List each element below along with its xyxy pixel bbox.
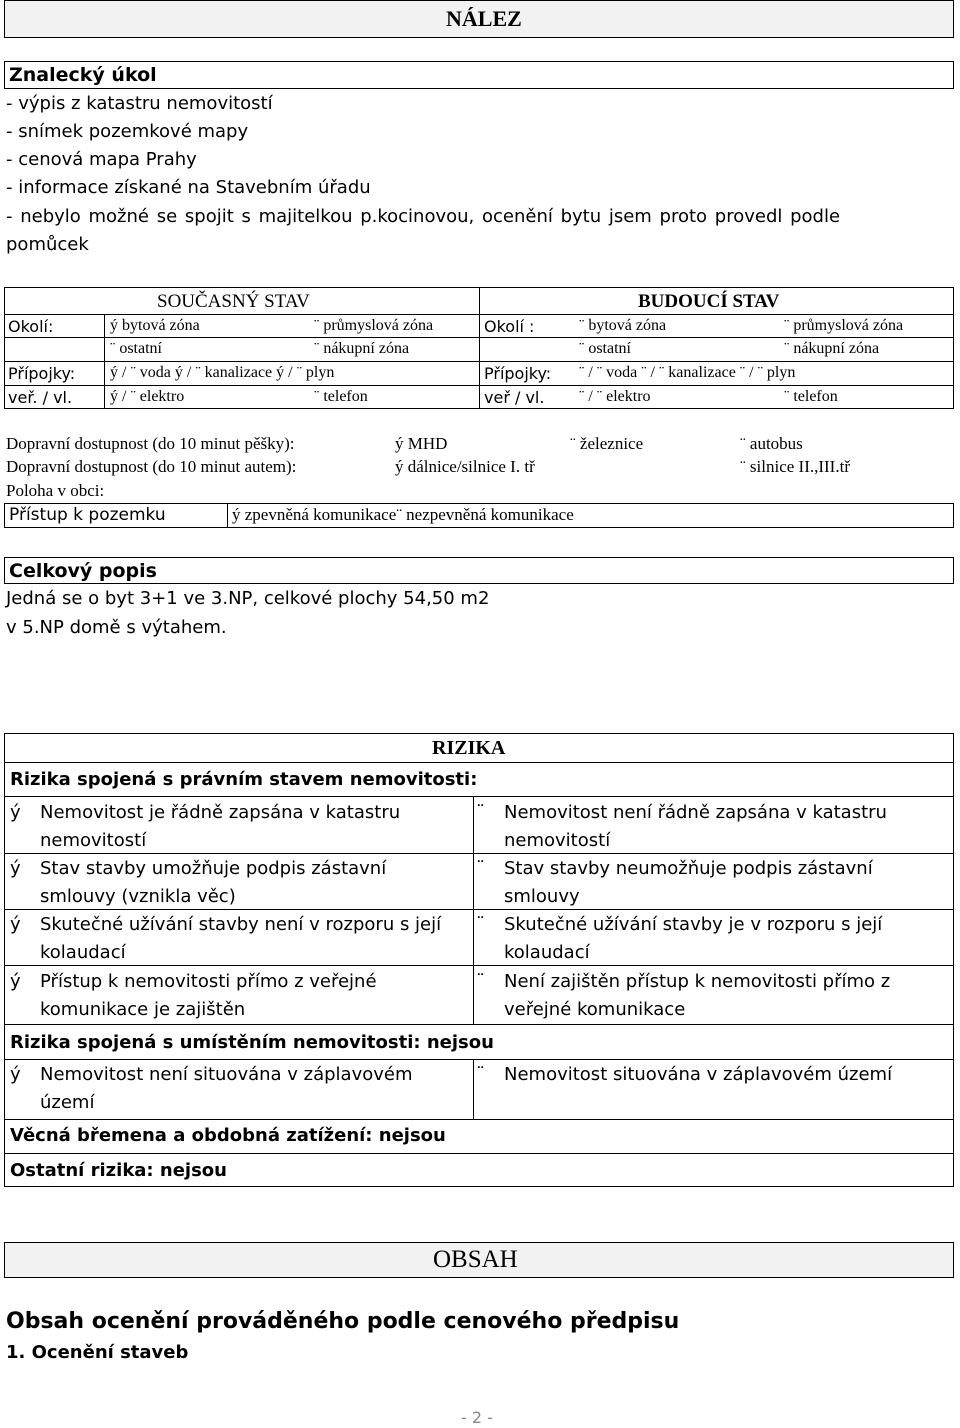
popis-heading: Celkový popis bbox=[9, 560, 157, 582]
risk-right-mark: ¨ bbox=[476, 858, 485, 879]
current-state-title: SOUČASNÝ STAV bbox=[157, 291, 310, 312]
future-elektro: ¨ / ¨ elektro bbox=[579, 388, 651, 405]
risk-left-line: Skutečné užívání stavby není v rozporu s její bbox=[40, 914, 442, 935]
current-okoli-prumyslova: ¨ průmyslová zóna bbox=[314, 317, 434, 334]
rizika-pravni-heading: Rizika spojená s právním stavem nemovitosti: bbox=[10, 769, 478, 790]
current-pripojky-values: ý / ¨ voda ý / ¨ kanalizace ý / ¨ plyn bbox=[110, 364, 335, 381]
page-number: - 2 - bbox=[461, 1408, 493, 1427]
current-okoli-bytova: ý bytová zóna bbox=[110, 317, 200, 334]
ukol-line: pomůcek bbox=[6, 234, 89, 255]
risk-left-line: Nemovitost je řádně zapsána v katastru bbox=[40, 802, 401, 823]
doprava-pesky-label: Dopravní dostupnost (do 10 minut pěšky): bbox=[6, 434, 295, 453]
risk-left-line: Stav stavby umožňuje podpis zástavní bbox=[40, 858, 387, 879]
doprava-zeleznice: ¨ železnice bbox=[570, 434, 644, 453]
rizika-ostatni: Ostatní rizika: nejsou bbox=[10, 1160, 227, 1181]
pristup-value: ý zpevněná komunikace¨ nezpevněná komunikace bbox=[232, 505, 574, 524]
risk-left-mark: ý bbox=[10, 802, 21, 823]
risk-left-line: kolaudací bbox=[40, 942, 126, 963]
risk-right-line: smlouvy bbox=[504, 886, 580, 907]
current-okoli-nakupni: ¨ nákupní zóna bbox=[314, 340, 410, 357]
risk-right-mark: ¨ bbox=[476, 914, 485, 935]
risk-right-mark: ¨ bbox=[476, 802, 485, 823]
current-okoli-ostatni: ¨ ostatní bbox=[110, 340, 162, 357]
risk-left-mark: ý bbox=[10, 914, 21, 935]
umisteni-left-mark: ý bbox=[10, 1064, 21, 1085]
risk-left-mark: ý bbox=[10, 858, 21, 879]
risk-right-line: veřejné komunikace bbox=[504, 999, 686, 1020]
poloha-label: Poloha v obci: bbox=[6, 481, 105, 500]
popis-line: v 5.NP domě s výtahem. bbox=[6, 617, 227, 638]
doprava-autobus: ¨ autobus bbox=[740, 434, 803, 453]
doprava-autem-label: Dopravní dostupnost (do 10 minut autem): bbox=[6, 457, 297, 476]
current-elektro: ý / ¨ elektro bbox=[110, 388, 185, 405]
znalecky-ukol-heading: Znalecký úkol bbox=[9, 64, 157, 86]
current-telefon: ¨ telefon bbox=[314, 388, 368, 405]
rizika-bremena: Věcná břemena a obdobná zatížení: nejsou bbox=[10, 1125, 446, 1146]
doprava-dalnice: ý dálnice/silnice I. tř bbox=[395, 457, 535, 476]
risk-right-mark: ¨ bbox=[476, 971, 485, 992]
obsah-title: OBSAH bbox=[433, 1246, 518, 1273]
future-pripojky-values: ¨ / ¨ voda ¨ / ¨ kanalizace ¨ / ¨ plyn bbox=[579, 364, 796, 381]
doprava-silnice: ¨ silnice II.,III.tř bbox=[740, 457, 850, 476]
risk-left-mark: ý bbox=[10, 971, 21, 992]
ukol-line: - informace získané na Stavebním úřadu bbox=[6, 177, 371, 198]
risk-right-line: Není zajištěn přístup k nemovitosti přímo z bbox=[504, 971, 891, 992]
risk-right-line: kolaudací bbox=[504, 942, 590, 963]
future-okoli-bytova: ¨ bytová zóna bbox=[579, 317, 667, 334]
risk-left-line: smlouvy (vznikla věc) bbox=[40, 886, 236, 907]
ukol-line: - výpis z katastru nemovitostí bbox=[6, 93, 273, 114]
risk-left-line: Přístup k nemovitosti přímo z veřejné bbox=[40, 971, 377, 992]
risk-left-line: nemovitostí bbox=[40, 830, 147, 851]
ukol-line: - snímek pozemkové mapy bbox=[6, 121, 249, 142]
future-okoli-prumyslova: ¨ průmyslová zóna bbox=[784, 317, 904, 334]
rizika-title: RIZIKA bbox=[432, 737, 506, 759]
current-pripojky-label: Přípojky: bbox=[8, 364, 76, 383]
pristup-label: Přístup k pozemku bbox=[9, 505, 166, 525]
risk-right-line: Stav stavby neumožňuje podpis zástavní bbox=[504, 858, 873, 879]
ukol-line: - cenová mapa Prahy bbox=[6, 149, 197, 170]
current-ver-label: veř. / vl. bbox=[8, 388, 73, 407]
future-okoli-ostatni: ¨ ostatní bbox=[579, 340, 631, 357]
obsah-item: 1. Ocenění staveb bbox=[6, 1342, 189, 1363]
popis-line: Jedná se o byt 3+1 ve 3.NP, celkové plochy 54,50 m2 bbox=[6, 588, 490, 609]
risk-right-line: nemovitostí bbox=[504, 830, 611, 851]
risk-right-line: Nemovitost není řádně zapsána v katastru bbox=[504, 802, 887, 823]
future-telefon: ¨ telefon bbox=[784, 388, 838, 405]
page-title: NÁLEZ bbox=[446, 6, 522, 31]
future-okoli-label: Okolí : bbox=[484, 317, 535, 336]
ukol-line: - nebylo možné se spojit s majitelkou p.kocinovou, ocenění bytu jsem proto provedl podle bbox=[6, 206, 841, 227]
future-state-title: BUDOUCÍ STAV bbox=[638, 291, 780, 312]
current-okoli-label: Okolí: bbox=[8, 317, 54, 336]
future-pripojky-label: Přípojky: bbox=[484, 364, 552, 383]
umisteni-left-line: území bbox=[40, 1092, 95, 1113]
doprava-mhd: ý MHD bbox=[395, 434, 448, 453]
rizika-umisteni-heading: Rizika spojená s umístěním nemovitosti: nejsou bbox=[10, 1032, 494, 1053]
umisteni-right-line: Nemovitost situována v záplavovém území bbox=[504, 1064, 893, 1085]
umisteni-right-mark: ¨ bbox=[476, 1064, 485, 1085]
future-ver-label: veř / vl. bbox=[484, 388, 545, 407]
obsah-subtitle: Obsah ocenění prováděného podle cenového předpisu bbox=[6, 1309, 680, 1334]
umisteni-left-line: Nemovitost není situována v záplavovém bbox=[40, 1064, 413, 1085]
risk-left-line: komunikace je zajištěn bbox=[40, 999, 246, 1020]
risk-right-line: Skutečné užívání stavby je v rozporu s její bbox=[504, 914, 883, 935]
future-okoli-nakupni: ¨ nákupní zóna bbox=[784, 340, 880, 357]
